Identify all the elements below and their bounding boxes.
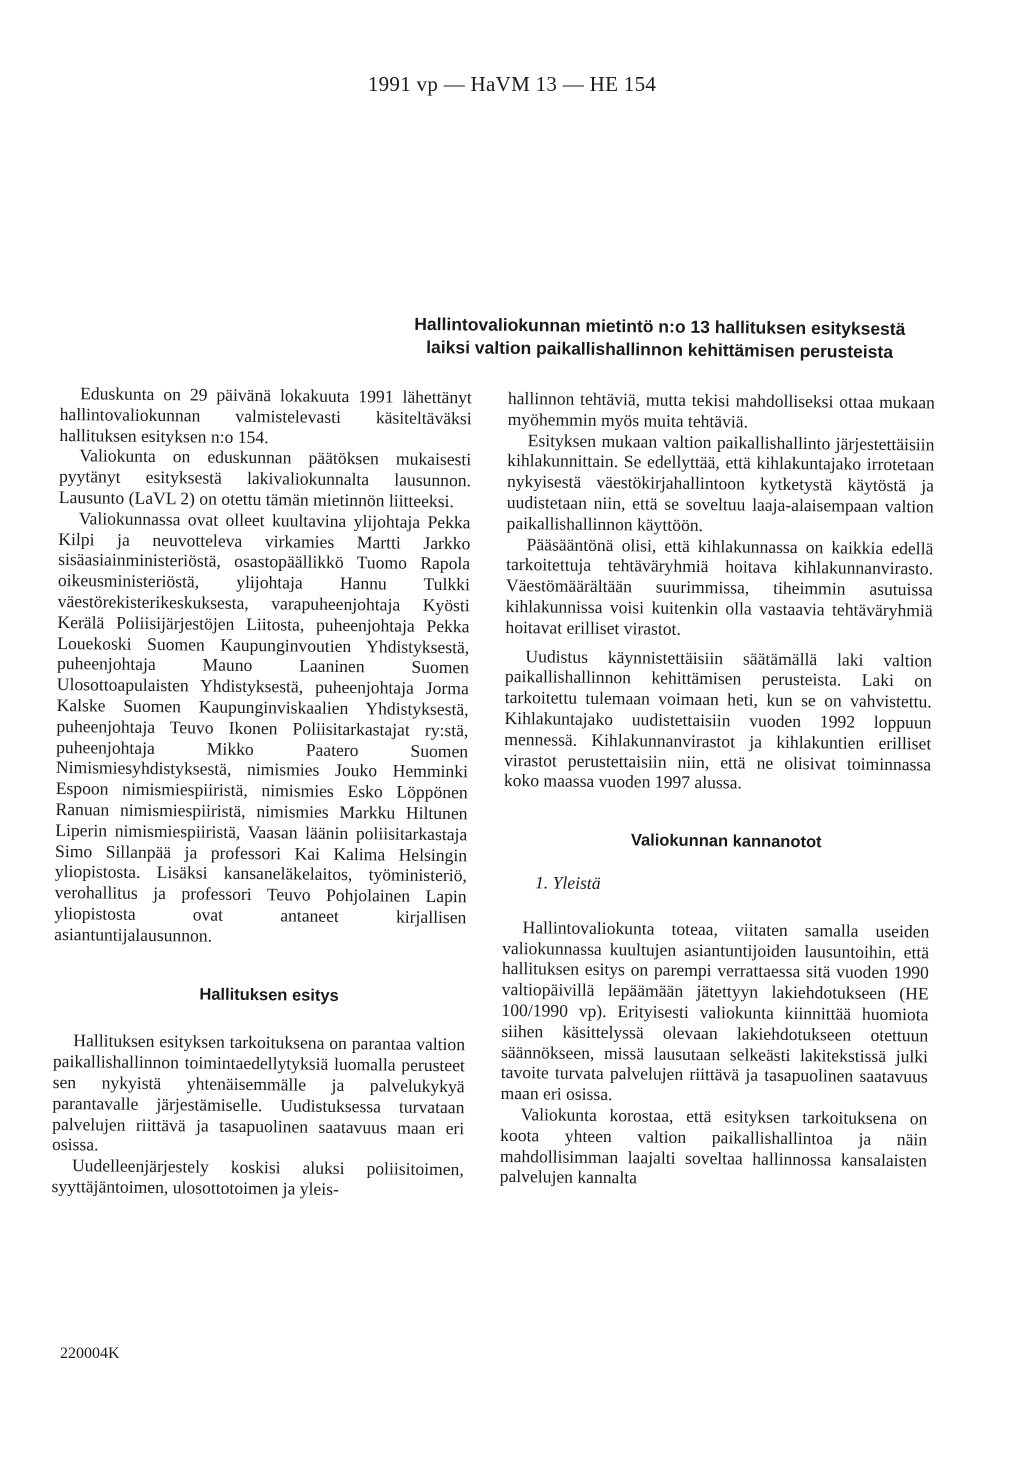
left-column [51,383,471,1201]
paragraph: Valiokunnassa ovat olleet kuultavina ylijohtaja Pekka Kilpi ja neuvotteleva virkamies Martti Jarkko sisäasiainministeriöstä, osastopäällikkö Tuomo Rapola oikeusministeriöstä, ylijohtaja Hannu Tulkki väestörekisterikeskuksesta, varapuheenjohtaja Kyösti Kerälä Poliisijärjestöjen Liitosta, puheenjohtaja Pekka Louekoski Suomen Kaupunginvoutien Yhdistyksestä, puheenjohtaja Mauno Laaninen Suomen Ulosottoapulaisten Yhdistyksestä, puheenjohtaja Jorma Kalske Suomen Kaupunginviskaalien Yhdistyksestä, puheenjohtaja Teuvo Ikonen Poliisitarkastajat ry:stä, puheenjohtaja Mikko Paatero Suomen Nimismiesyhdistyksestä, nimismies Jouko Hemminki Espoon nimismiespiiristä, nimismies Esko Löppönen Ranuan nimismiespiiristä, nimismies Markku Hiltunen Liperin nimismiespiiristä, Vaasan läänin poliisitarkastaja Simo Sillanpää ja professori Kai Kalima Helsingin yliopistosta. Lisäksi kansaneläkelaitos, työministeriö, verohallitus ja professori Teuvo Pohjolainen Lapin yliopistosta ovat antaneet kirjallisen asiantuntijalausunnon. [54,507,471,946]
print-code: 220004K [60,1345,120,1362]
subsection-heading-yleista: 1. Yleistä [534,872,601,893]
document-title-line-2: laiksi valtion paikallishallinnon kehittämisen perusteista [426,337,894,362]
section-heading-valiokunnan-kannanotot: Valiokunnan kannanotot [630,831,822,852]
running-header: 1991 vp — HaVM 13 — HE 154 [367,72,657,96]
paragraph: Valiokunta on eduskunnan päätöksen mukaisesti pyytänyt esityksestä lakivaliokunnalta lausunnon. Lausunto (LaVL 2) on otettu tämän mietinnön liitteeksi. [58,445,472,512]
paragraph: Hallintovaliokunta toteaa, viitaten samalla useiden valiokunnassa kuultujen asiantuntijoiden lausuntoihin, että hallituksen esitys on parempi verrattaessa sitä vuoden 1990 valtiopäivillä lepäämään jätettyyn lakiehdotukseen (HE 100/1990 vp). Erityisesti valiokunta kiinnittää huomiota siihen käsittelyssä olevaan lakiehdotukseen otettuun säännökseen, missä lausutaan selkeästi lakitekstissä julki tavoite turvata palvelujen riittävä ja tasapuolinen saatavuus maan eri osissa. [500,916,930,1105]
paragraph: Valiokunta korostaa, että esityksen tarkoituksena on koota yhteen valtion paikallishallintoa ja näin mahdollisimman laajalti soveltaa hallinnossa kansalaisten palvelujen kannalta [499,1104,928,1188]
right-column [500,388,935,1192]
paragraph: Hallituksen esityksen tarkoituksena on parantaa valtion paikallishallinnon toimintaedellytyksiä luomalla perusteet sen nykyistä yhtenäisemmälle ja palvelukykyä parantavalle järjestämiselle. Uudistuksessa turvataan palvelujen riittävä ja tasapuolinen saatavuus maan eri osissa. [51,1030,466,1155]
paragraph: Uudistus käynnistettäisiin säätämällä laki valtion paikallishallinnon kehittämisen perusteista. Laki on tarkoitettu tulemaan voimaan heti, kun se on vahvistettu. Kihlakuntajako uudistettaisiin vuoden 1992 loppuun mennessä. Kihlakunnanvirastot ja kihlakuntien erilliset virastot perustettaisiin niin, että ne olisivat toiminnassa koko maassa vuoden 1997 alussa. [503,645,933,793]
paragraph: Pääsääntönä olisi, että kihlakunnassa on kaikkia edellä tarkoitettuja tehtäväryhmiä hoitava kihlakunnanvirasto. Väestömäärältään suurimmissa, tiheimmin asutuissa kihlakunnissa voisi kuitenkin olla vastaavia tehtäväryhmiä hoitavat erilliset virastot. [505,533,934,639]
paragraph: Eduskunta on 29 päivänä lokakuuta 1991 lähettänyt hallintovaliokunnan valmistelevasti käsiteltäväksi hallituksen esityksen n:o 154. [59,383,472,447]
paragraph: hallinnon tehtäviä, mutta tekisi mahdolliseksi ottaa mukaan myöhemmin myös muita tehtäviä. [507,388,935,432]
document-title [330,312,990,365]
paragraph: Uudelleenjärjestely koskisi aluksi poliisitoimen, syyttäjäntoimen, ulosottotoimen ja yleis- [51,1155,464,1199]
document-title-line-1: Hallintovaliokunnan mietintö n:o 13 hallituksen esityksestä [414,313,906,340]
section-heading-hallituksen-esitys: Hallituksen esitys [199,985,339,1005]
paragraph: Esityksen mukaan valtion paikallishallinto järjestettäisiin kihlakunnittain. Se edellyttää, että kihlakuntajako irrotetaan nykyisestä väestökirjahallintoon kytketystä käytöstä ja uudistetaan niin, että se soveltuu laaja-alaisempaan valtion paikallishallinnon käyttöön. [506,429,935,535]
